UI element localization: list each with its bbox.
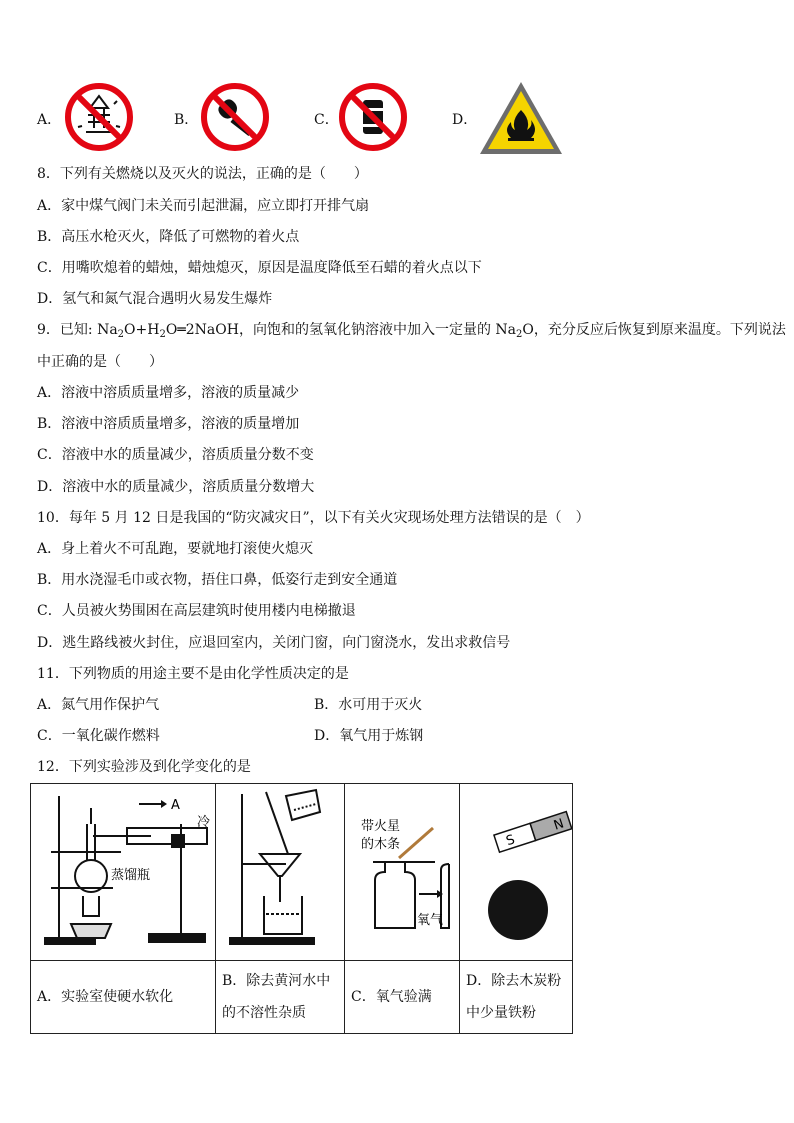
arrow-a-label: A xyxy=(171,798,180,813)
caption-c-text: C．氧气验满 xyxy=(351,989,432,1005)
flammable-warning-icon xyxy=(476,78,566,158)
option-c-label: C． xyxy=(314,112,339,128)
option-a-label: A． xyxy=(37,112,62,128)
distillation-apparatus-icon xyxy=(31,784,215,960)
q9-option-c: C．溶液中水的质量减少，溶质质量分数不变 xyxy=(37,447,314,463)
q8-option-c: C．用嘴吹熄着的蜡烛，蜡烛熄灭，原因是温度降低至石蜡的着火点以下 xyxy=(37,260,482,276)
q12-experiment-table xyxy=(30,783,573,1034)
q9-stem-line2: 中正确的是（ ） xyxy=(37,354,163,370)
magnet-icon xyxy=(460,784,572,960)
q9-option-d: D．溶液中水的质量减少，溶质质量分数增大 xyxy=(37,479,315,495)
q10-option-b: B．用水浇湿毛巾或衣物，捂住口鼻，低姿行走到安全通道 xyxy=(37,572,398,588)
caption-b xyxy=(216,961,345,1034)
q9-option-a: A．溶液中溶质质量增多，溶液的质量减少 xyxy=(37,385,300,401)
figure-b-cell xyxy=(216,784,345,961)
splint-label-2: 的木条 xyxy=(361,837,401,852)
no-flammable-icon xyxy=(338,82,408,152)
magnet-s-label: S xyxy=(504,832,517,850)
magnet-figure xyxy=(460,784,572,960)
flask-label: 蒸馏瓶 xyxy=(111,868,151,883)
option-b-label: B． xyxy=(174,112,199,128)
q8-stem: 8．下列有关燃烧以及灭火的说法，正确的是（ ） xyxy=(37,166,368,182)
distillation-figure xyxy=(31,784,215,960)
q8-option-d: D．氢气和氮气混合遇明火易发生爆炸 xyxy=(37,291,273,307)
caption-a-text: A．实验室使硬水软化 xyxy=(37,989,174,1005)
condenser-label: 冷 xyxy=(197,815,211,830)
q10-option-c: C．人员被火势围困在高层建筑时使用楼内电梯撤退 xyxy=(37,603,356,619)
q8-option-a: A．家中煤气阀门未关而引起泄漏，应立即打开排气扇 xyxy=(37,198,370,214)
oxygen-test-figure xyxy=(345,784,459,960)
filtration-apparatus-icon xyxy=(216,784,344,960)
subscript: 2 xyxy=(159,329,166,340)
q8-option-b: B．高压水枪灭火，降低了可燃物的着火点 xyxy=(37,229,300,245)
caption-row xyxy=(31,961,573,1034)
caption-a xyxy=(31,961,216,1034)
q11-option-a: A．氮气用作保护气 xyxy=(37,697,160,713)
q10-option-a: A．身上着火不可乱跑，要就地打滚使火熄灭 xyxy=(37,541,314,557)
caption-c xyxy=(345,961,460,1034)
q9-stem xyxy=(37,320,786,342)
option-d-label: D． xyxy=(452,112,478,128)
q10-stem: 10．每年 5 月 12 日是我国的“防灾减灾日”，以下有关火灾现场处理方法错误的是（ ） xyxy=(37,510,590,526)
q11-stem: 11．下列物质的用途主要不是由化学性质决定的是 xyxy=(37,666,349,682)
q9-stem-part: O+H xyxy=(124,322,160,338)
no-smoking-icon xyxy=(200,82,270,152)
splint-label-1: 带火星 xyxy=(361,819,401,834)
subscript: 2 xyxy=(516,329,523,340)
caption-d-line2: 中少量铁粉 xyxy=(466,1005,536,1021)
caption-b-line2: 的不溶性杂质 xyxy=(222,1005,306,1021)
caption-d xyxy=(460,961,573,1034)
caption-b-line1: B．除去黄河水中 xyxy=(222,973,331,989)
q9-stem-part: O═2NaOH，向饱和的氢氧化钠溶液中加入一定量的 Na xyxy=(165,322,516,338)
q11-option-d: D．氧气用于炼钢 xyxy=(314,728,424,744)
subscript: 2 xyxy=(117,329,125,340)
figure-c-cell xyxy=(345,784,460,961)
caption-d-line1: D．除去木炭粉 xyxy=(466,973,562,989)
filtration-figure xyxy=(216,784,344,960)
no-fireworks-icon xyxy=(64,82,134,152)
q10-option-d: D．逃生路线被火封住，应退回室内，关闭门窗，向门窗浇水，发出求救信号 xyxy=(37,635,511,651)
q12-stem: 12．下列实验涉及到化学变化的是 xyxy=(37,759,251,775)
q9-stem-part: 9．已知: Na xyxy=(37,322,118,338)
powder-pile xyxy=(488,880,548,940)
q11-option-b: B．水可用于灭火 xyxy=(314,697,423,713)
magnet-n-label: N xyxy=(551,816,566,834)
figure-d-cell xyxy=(460,784,573,961)
oxygen-bottle-icon xyxy=(345,784,459,960)
q9-option-b: B．溶液中溶质质量增多，溶液的质量增加 xyxy=(37,416,300,432)
q9-stem-part: O，充分反应后恢复到原来温度。下列说法 xyxy=(522,322,786,338)
q7-sign-options xyxy=(0,76,794,162)
q11-option-c: C．一氧化碳作燃料 xyxy=(37,728,160,744)
figure-row xyxy=(31,784,573,961)
oxygen-label: 氧气 xyxy=(417,913,444,928)
figure-a-cell xyxy=(31,784,216,961)
